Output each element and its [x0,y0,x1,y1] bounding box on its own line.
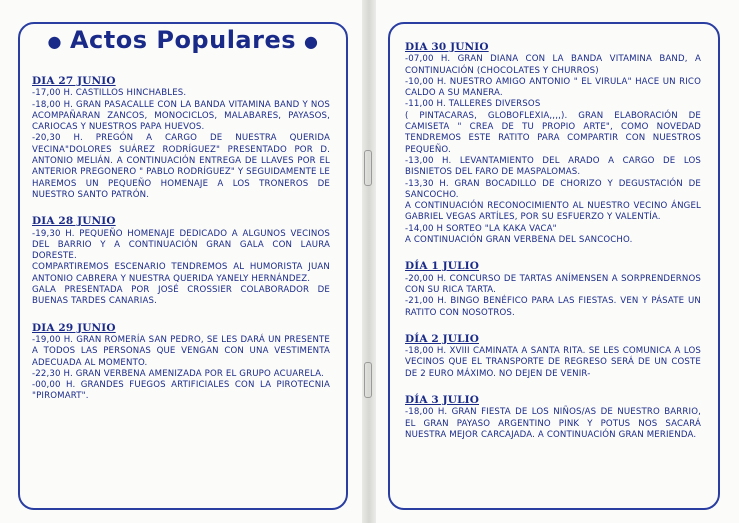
day-section [405,42,701,246]
program-entry: -10,00 H. NUESTRO AMIGO ANTONIO " EL VIRULA" HACE UN RICO CALDO A SU MANERA. [405,76,701,99]
program-entry: -11,00 H. TALLERES DIVERSOS [405,99,541,110]
day-heading: DIA 28 JUNIO [32,215,116,228]
program-entry: -19,30 H. PEQUEÑO HOMENAJE DEDICADO A ALGUNOS VECINOS DEL BARRIO Y A CONTINUACIÓN GRAN GALA CON LAURA DORESTE. [32,228,330,262]
program-entry: -20,30 H. PREGÓN A CARGO DE NUESTRA QUERIDA VECINA"DOLORES SUÁREZ RODRÍGUEZ" PRESENTADO POR D. ANTONIO MELIÁN. A CONTINUACIÓN ENTREGA DE LLAVES POR EL ANTERIOR PREGONERO " PABLO RODRÍGUEZ" Y SEGUIDAMENTE LE HAREMOS UN PEQUEÑO HOMENAJE A LOS TRONEROS DE NUESTRO SANTO PATRÓN. [32,133,331,200]
day-section [32,76,330,201]
bullet-left-icon: ● [47,31,62,51]
day-heading: DÍA 1 JULIO [405,260,479,273]
day-section [405,334,701,380]
staple-bottom [364,362,372,398]
program-entry: ( PINTACARAS, GLOBOFLEXIA,,,,). GRAN ELABORACIÓN DE CAMISETA " CREA DE TU PROPIO ARTE", COMO NOVEDAD TENDREMOS ESTE RATITO PARA COMPARTIR CON NUESTROS PEQUEÑO. [405,110,701,155]
day-section [405,261,701,318]
program-entry: -13,00 H. LEVANTAMIENTO DEL ARADO A CARGO DE LOS BISNIETOS DEL FARO DE MASPALOMAS. [405,155,701,178]
day-heading: DIA 27 JUNIO [32,75,116,87]
program-entry: A CONTINUACIÓN GRAN VERBENA DEL SANCOCHO. [405,235,633,246]
page-fold [362,0,376,523]
right-program [405,42,701,456]
program-entry: -21,00 H. BINGO BENÉFICO PARA LAS FIESTAS. VEN Y PÁSATE UN RATITO CON NOSOTROS. [405,296,701,318]
program-entry: -18,00 H. XVIII CAMINATA A SANTA RITA. SE LES COMUNICA A LOS VECINOS QUE EL TRANSPORTE DE REGRESO SERÁ DE UN COSTE DE 2 EURO MÁXIMO. NO DEJEN DE VENIR- [405,346,701,379]
day-heading: DIA 30 JUNIO [405,41,489,53]
program-entry: -19,00 H. GRAN ROMERÍA SAN PEDRO, SE LES DARÁ UN PRESENTE A TODOS LAS PERSONAS QUE VENGAN CON UNA VESTIMENTA ADECUADA AL MOMENTO. [32,334,330,368]
day-heading: DIA 29 JUNIO [32,321,116,334]
day-section [32,323,330,403]
bullet-right-icon: ● [304,31,319,51]
program-entry: GALA PRESENTADA POR JOSÉ CROSSIER COLABORADOR DE BUENAS TARDES CANARIAS. [32,285,330,307]
program-entry: -18,00 H. GRAN FIESTA DE LOS NIÑOS/AS DE NUESTRO BARRIO, EL GRAN PAYASO ARGENTINO PINK Y POTUS NOS SACARÁ NUESTRA MEJOR CARCAJADA. A CONTINUACIÓN GRAN MERIENDA. [405,407,701,440]
program-entry: -22,30 H. GRAN VERBENA AMENIZADA POR EL GRUPO ACUARELA. [32,368,324,379]
staple-top [364,150,372,186]
program-entry: -20,00 H. CONCURSO DE TARTAS ANÍMENSEN A SORPRENDERNOS CON SU RICA TARTA. [405,273,701,295]
page-title [18,26,348,54]
program-entry: -17,00 H. CASTILLOS HINCHABLES. [32,88,187,99]
day-section [32,216,330,307]
program-entry: -00,00 H. GRANDES FUEGOS ARTIFICIALES CON LA PIROTECNIA "PIROMART". [32,380,330,402]
program-entry: -18,00 H. GRAN PASACALLE CON LA BANDA VITAMINA BAND Y NOS ACOMPAÑARAN ZANCOS, MONOCICLOS, MALABARES, PAYASOS, CARIOCAS Y NUESTROS PAPA HUEVOS. [32,99,330,133]
page-title-text: Actos Populares [69,26,297,54]
program-entry: -13,30 H. GRAN BOCADILLO DE CHORIZO Y DEGUSTACIÓN DE SANCOCHO. [405,178,701,200]
program-entry: -14,00 H SORTEO "LA KAKA VACA" [405,223,557,234]
program-entry: COMPARTIREMOS ESCENARIO TENDREMOS AL HUMORISTA JUAN ANTONIO CABRERA Y NUESTRA QUERIDA YANELY HERNÁNDEZ. [32,262,330,284]
day-heading: DÍA 2 JULIO [405,332,479,345]
program-entry: -07,00 H. GRAN DIANA CON LA BANDA VITAMINA BAND, A CONTINUACIÓN (CHOCOLATES Y CHURROS) [405,54,701,76]
day-section [405,395,701,441]
left-program [32,76,330,418]
program-entry: A CONTINUACIÓN RECONOCIMIENTO AL NUESTRO VECINO ÁNGEL GABRIEL VEGAS ARTÍLES, POR SU ESFUERZO Y VALENTÍA. [405,201,701,223]
day-heading: DÍA 3 JULIO [405,394,479,407]
